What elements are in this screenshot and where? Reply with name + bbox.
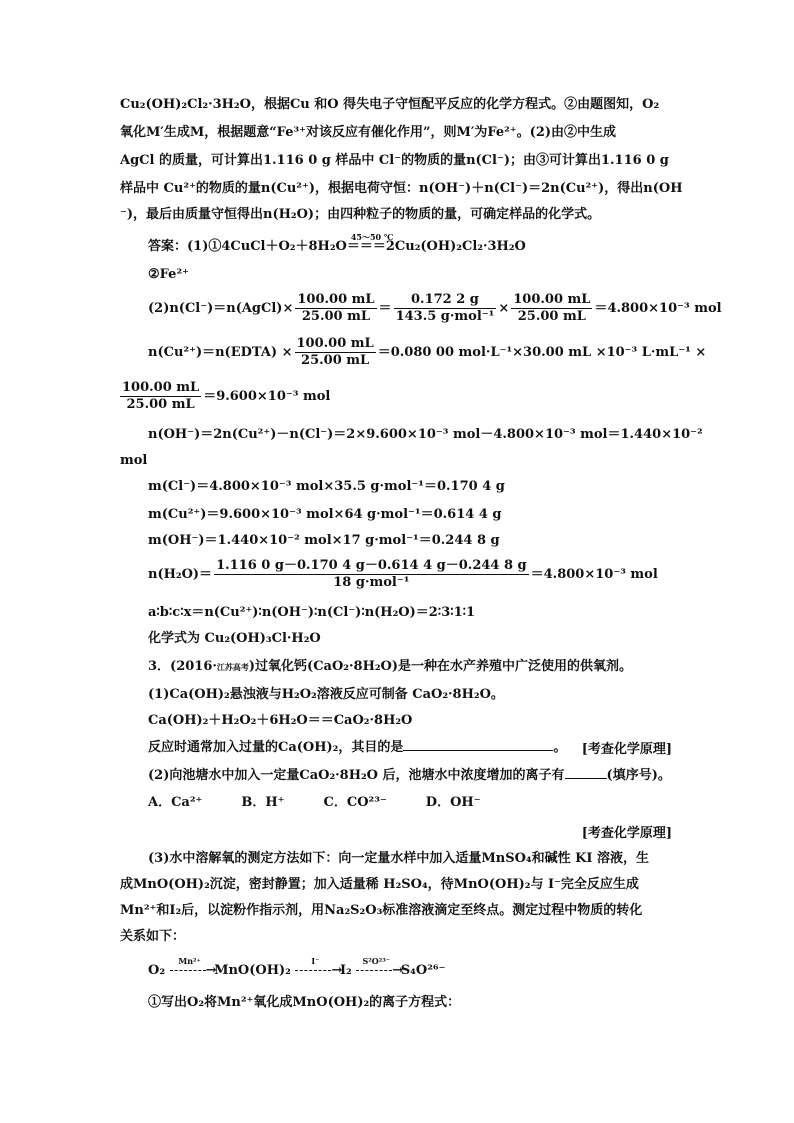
answer-blank[interactable] [565, 766, 607, 779]
explanation-line-2: 氧化M′生成M，根据题意“Fe³⁺对该反应有催化作用”，则M′为Fe²⁺。(2)由②中生成 [120, 125, 617, 140]
explanation-line-4: 样品中 Cu²⁺的物质的量n(Cu²⁺)，根据电荷守恒：n(OH⁻)＋n(Cl⁻)＝2n(Cu²⁺)，得出n(OH [120, 181, 683, 196]
explanation-line-3: AgCl 的质量，可计算出1.116 0 g 样品中 Cl⁻的物质的量n(Cl⁻)；由③可计算出1.116 0 g [120, 153, 669, 168]
answer-noh-unit: mol [120, 453, 148, 468]
fraction: $\frac{0.172 2 g}{\text{143.5 g·mol⁻¹}}$ [395, 292, 495, 324]
question-part-3-q1: ①写出O₂将Mn²⁺氧化成MnO(OH)₂的离子方程式： [148, 995, 461, 1010]
topic-tag: [考查化学原理] [581, 742, 672, 757]
question-part-3-line-2: 成MnO(OH)₂沉淀，密封静置；加入适量稀 H₂SO₄，待MnO(OH)₂与 I⁻完全反应生成 [120, 877, 639, 892]
answer-fe: ②Fe²⁺ [148, 267, 189, 282]
question-part-3-line-1: (3)水中溶解氧的测定方法如下：向一定量水样中加入适量MnSO₄和碱性 KI 溶液，生 [148, 851, 650, 866]
question-part-3-line-4: 关系如下： [120, 929, 186, 944]
explanation-line-1: Cu₂(OH)₂Cl₂·3H₂O，根据Cu 和O 得失电子守恒配平反应的化学方程式。②由题图知，O₂ [120, 97, 660, 112]
reaction-product: 2Cu₂(OH)₂Cl₂·3H₂O [385, 239, 526, 254]
answer-ncu: n(Cu²⁺)＝n(EDTA) × $\frac{100.00 mL}{25.00 mL}$ ＝0.080 00 mol·L⁻¹×30.00 mL ×10⁻³ L·mL⁻¹ × [148, 336, 707, 368]
fraction: $\frac{1.116 0 g-0.170 4 g-0.614 4 g-0.244 8 g}{\text{18 g·mol⁻¹}}$ [216, 558, 527, 590]
answer-blank[interactable] [403, 738, 553, 751]
answer-ratio: a∶b∶c∶x＝n(Cu²⁺)∶n(OH⁻)∶n(Cl⁻)∶n(H₂O)＝2∶3∶1∶1 [148, 605, 476, 620]
source-label: 江苏高考 [216, 662, 249, 672]
answer-formula: 化学式为 Cu₂(OH)₃Cl·H₂O [148, 631, 321, 646]
reaction-condition: 45～50 ℃ ＝＝＝ [346, 232, 394, 254]
question-part-2: (2)向池塘水中加入一定量CaO₂·8H₂O 后，池塘水中浓度增加的离子有 (填序号)。 [148, 768, 671, 783]
answer-moh: m(OH⁻)＝1.440×10⁻² mol×17 g·mol⁻¹＝0.244 8 g [148, 533, 500, 548]
fraction: $\frac{100.00 mL}{25.00 mL}$ [513, 292, 591, 324]
explanation-line-5: ⁻)，最后由质量守恒得出n(H₂O)；由四种粒子的物质的量，可确定样品的化学式。 [120, 207, 601, 222]
conversion-chain: O₂ Mn²⁺ → MnO(OH)₂ I⁻ → I₂ S²O²³⁻ → S₄O²⁶⁻ [148, 956, 446, 978]
answer-ncl: (2)n(Cl⁻)＝n(AgCl)× $\frac{100.00 mL}{25.00 mL}$ ＝ $\frac{0.172 2 g}{\text{143.5 g·mol⁻¹}}$ × $\frac{100.00 mL}{25.00 mL}$ ＝4.800×10⁻³ mol [148, 292, 722, 324]
fraction: $\frac{100.00 mL}{25.00 mL}$ [297, 292, 375, 324]
answer-mcu: m(Cu²⁺)＝9.600×10⁻³ mol×64 g·mol⁻¹＝0.614 4 g [148, 507, 502, 522]
dashed-arrow: Mn²⁺ → [170, 962, 210, 980]
dashed-arrow: I⁻ → [295, 962, 335, 980]
question-part-1-prompt: 反应时通常加入过量的Ca(OH)₂，其目的是 。 [148, 740, 567, 755]
answer-nh2o: n(H₂O)＝ $\frac{1.116 0 g-0.170 4 g-0.614 4 g-0.244 8 g}{\text{18 g·mol⁻¹}}$ ＝4.800×10⁻³ mol [148, 558, 658, 590]
question-title: 3．(2016·江苏高考)过氧化钙(CaO₂·8H₂O)是一种在水产养殖中广泛使用的供氧剂。 [148, 659, 633, 674]
answer-noh: n(OH⁻)＝2n(Cu²⁺)－n(Cl⁻)＝2×9.600×10⁻³ mol－4.800×10⁻³ mol＝1.440×10⁻² [148, 427, 703, 442]
answer-ncu-cont: $\frac{100.00 mL}{25.00 mL}$ ＝9.600×10⁻³ mol [122, 380, 331, 412]
answer-equation [148, 232, 526, 256]
question-part-3-line-3: Mn²⁺和I₂后，以淀粉作指示剂，用Na₂S₂O₃标准溶液滴定至终点。测定过程中物质的转化 [120, 903, 643, 918]
fraction: $\frac{100.00 mL}{25.00 mL}$ [122, 380, 200, 412]
topic-tag: [考查化学原理] [581, 826, 672, 841]
question-options: A．Ca²⁺ B．H⁺ C．CO²³⁻ D．OH⁻ [148, 795, 481, 810]
question-equation: Ca(OH)₂＋H₂O₂＋6H₂O＝＝CaO₂·8H₂O [148, 713, 413, 728]
answer-label: 答案：(1)①4CuCl＋O₂＋8H₂O [148, 239, 347, 254]
dashed-arrow: S²O²³⁻ → [356, 962, 396, 980]
fraction: $\frac{100.00 mL}{25.00 mL}$ [296, 336, 374, 368]
question-part-1: (1)Ca(OH)₂悬浊液与H₂O₂溶液反应可制备 CaO₂·8H₂O。 [148, 687, 504, 702]
answer-mcl: m(Cl⁻)＝4.800×10⁻³ mol×35.5 g·mol⁻¹＝0.170 4 g [148, 479, 505, 494]
